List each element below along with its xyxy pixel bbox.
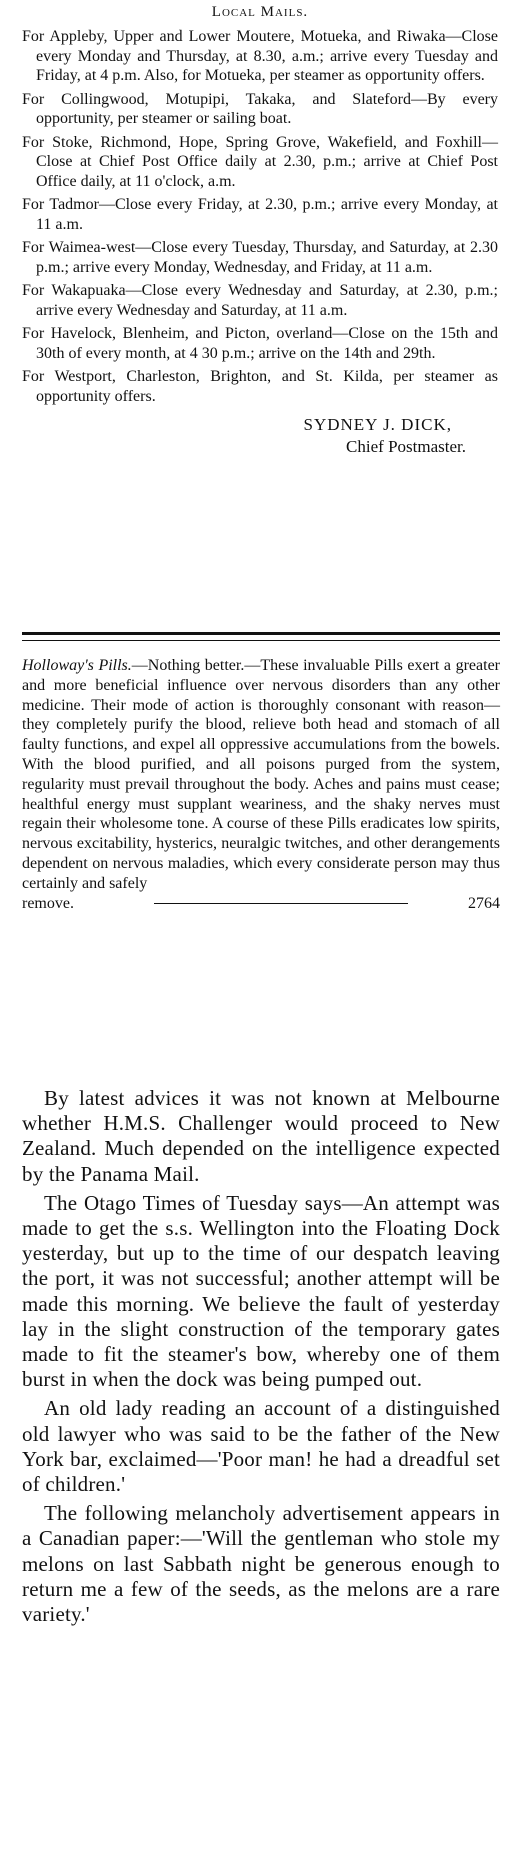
advertisement-footer xyxy=(22,894,500,914)
local-mails-section xyxy=(22,0,498,458)
signature-name: SYDNEY J. DICK, xyxy=(303,415,452,434)
mail-entry: For Appleby, Upper and Lower Moutere, Motueka, and Riwaka—Close every Monday and Thursday, at 8.30, a.m.; arrive every Tuesday and Friday, at 4 p.m. Also, for Motueka, per steamer as opportunity offers. xyxy=(22,28,498,84)
signature-title: Chief Postmaster. xyxy=(346,437,466,456)
mail-entry: For Wakapuaka—Close every Wednesday and Saturday, at 2.30, p.m.; arrive every Wednesday and Saturday, at 11 a.m. xyxy=(22,282,498,319)
news-paragraph-melons: The following melancholy advertisement appears in a Canadian paper:—'Will the gentleman who stole my melons on last Sabbath night be generous enough to return me a few of the seeds, as the melons are a rare variety.' xyxy=(22,1501,500,1627)
mail-entry: For Stoke, Richmond, Hope, Spring Grove, Wakefield, and Foxhill—Close at Chief Post Office daily at 2.30, p.m.; arrive at Chief Post Office daily, at 11 o'clock, a.m. xyxy=(22,133,498,190)
mail-entry: For Tadmor—Close every Friday, at 2.30, p.m.; arrive every Monday, at 11 a.m. xyxy=(22,196,498,233)
local-mails-heading: Local Mails. xyxy=(211,4,309,20)
advertisement-footer-rule xyxy=(154,903,408,904)
advertisement-last-word: remove. xyxy=(22,894,74,912)
signature-block xyxy=(22,414,498,458)
mail-entry: For Waimea-west—Close every Tuesday, Thursday, and Saturday, at 2.30 p.m.; arrive every Monday, Wednesday, and Friday, at 11 a.m. xyxy=(22,239,498,276)
news-paragraph-challenger: By latest advices it was not known at Melbourne whether H.M.S. Challenger would proceed to New Zealand. Much depended on the intelligence expected by the Panama Mail. xyxy=(22,1086,500,1186)
advertisement-title: Holloway's Pills. xyxy=(22,657,132,674)
advertisement-body: —Nothing better.—These invaluable Pills exert a greater and more beneficial influence over nervous disorders than any other medicine. Their mode of action is thoroughly consonant with reason—they completely purify the blood, relieve both head and stomach of all faulty functions, and expel all oppressive accumulations from the bowels. With the blood purified, and all poisons purged from the system, regularity must prevail throughout the body. Aches and pains must cease; healthful energy must supplant weariness, and the shaky nerves must regain their wholesome tone. A course of these Pills eradicates low spirits, nervous excitability, hysterics, neuralgic twitches, and other derangements dependent on nervous maladies, which every considerate person may thus certainly and safely xyxy=(22,657,500,892)
news-paragraph-old-lady: An old lady reading an account of a distinguished old lawyer who was said to be the father of the New York bar, exclaimed—'Poor man! he had a dreadful set of children.' xyxy=(22,1396,500,1497)
mail-schedule-list xyxy=(22,27,498,406)
news-paragraph-floating-dock: The Otago Times of Tuesday says—An attempt was made to get the s.s. Wellington into the Floating Dock yesterday, but up to the time of our despatch leaving the port, it was not successful; another attempt will be made this morning. We believe the fault of yesterday lay in the slight construction of the temporary gates made to fit the steamer's bow, whereby one of them burst in when the dock was being pumped out. xyxy=(22,1190,500,1392)
news-items-section xyxy=(22,1086,500,1631)
section-divider-thin xyxy=(22,640,500,641)
mail-entry: For Westport, Charleston, Brighton, and St. Kilda, per steamer as opportunity offers. xyxy=(22,368,498,405)
section-divider-thick xyxy=(22,632,500,635)
mail-entry: For Havelock, Blenheim, and Picton, overland—Close on the 15th and 30th of every month, at 4 30 p.m.; arrive on the 14th and 29th. xyxy=(22,325,498,362)
advertisement-number: 2764 xyxy=(468,894,500,912)
holloways-advertisement xyxy=(22,656,500,913)
mail-entry: For Collingwood, Motupipi, Takaka, and Slateford—By every opportunity, per steamer or sailing boat. xyxy=(22,90,498,127)
